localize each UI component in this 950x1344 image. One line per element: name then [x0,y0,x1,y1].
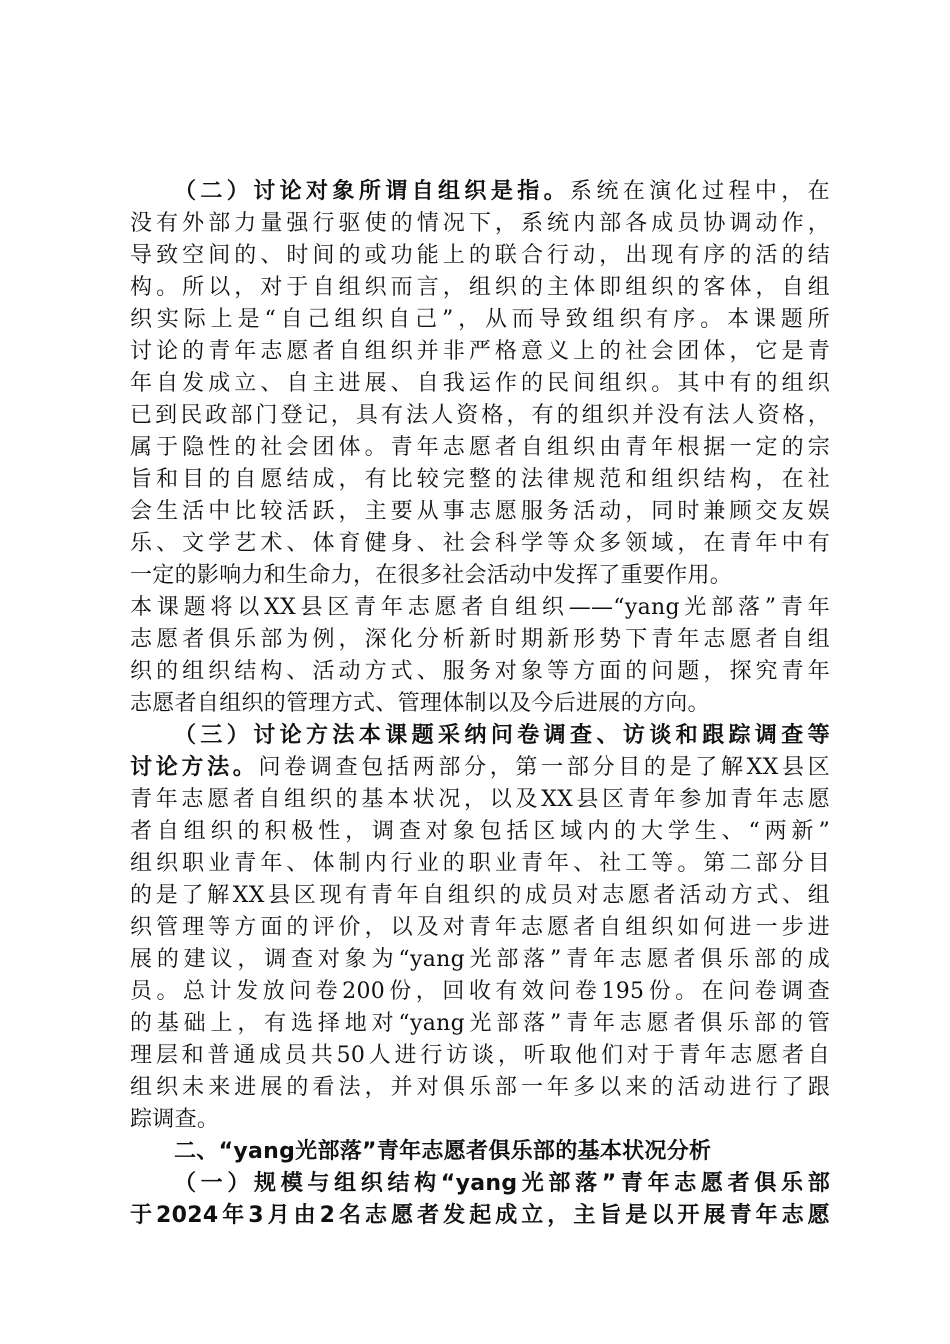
paragraph-line: 年自发成立、自主进展、自我运作的民间组织。其中有的组织 [130,371,830,396]
body-text [130,176,830,1232]
paragraph-line: 踪调查。 [130,1107,220,1132]
paragraph-text: 系统在演化过程中，在 [570,179,830,204]
paragraph-line: 已到民政部门登记，具有法人资格，有的组织并没有法人资格， [130,403,830,428]
paragraph-line: 志愿者俱乐部为例，深化分析新时期新形势下青年志愿者自组 [130,627,830,652]
paragraph-line: 理层和普通成员共50人进行访谈，听取他们对于青年志愿者自 [130,1043,830,1068]
paragraph-line: 会生活中比较活跃，主要从事志愿服务活动，同时兼顾交友娱 [130,499,830,524]
section-heading-inline: （一）规模与组织结构“yang光部落”青年志愿者俱乐部 [174,1171,830,1196]
section-heading-inline: （三）讨论方法本课题采纳问卷调查、访谈和跟踪调查等 [174,723,830,748]
section-heading: 二、“yang光部落”青年志愿者俱乐部的基本状况分析 [174,1139,712,1164]
paragraph-line: 一定的影响力和生命力，在很多社会活动中发挥了重要作用。 [130,563,733,588]
section-heading-inline: （二）讨论对象所谓自组织是指。 [174,179,571,204]
paragraph-line: 导致空间的、时间的或功能上的联合行动，出现有序的活的结 [130,243,830,268]
paragraph-line: 组织未来进展的看法，并对俱乐部一年多以来的活动进行了跟 [130,1075,830,1100]
paragraph-line: 旨和目的自愿结成，有比较完整的法律规范和组织结构，在社 [130,467,830,492]
paragraph-text: 问卷调查包括两部分，第一部分目的是了解XX县区 [258,755,830,780]
paragraph-line: 组织职业青年、体制内行业的职业青年、社工等。第二部分目 [130,851,830,876]
paragraph-line: 员。总计发放问卷200份，回收有效问卷195份。在问卷调查 [130,979,830,1004]
paragraph-line: 展的建议，调查对象为“yang光部落”青年志愿者俱乐部的成 [130,947,830,972]
section-heading-inline: 讨论方法。 [130,755,259,780]
paragraph-line: 构。所以，对于自组织而言，组织的主体即组织的客体，自组 [130,275,830,300]
paragraph-line: 乐、文学艺术、体育健身、社会科学等众多领域，在青年中有 [130,531,830,556]
paragraph-line: 讨论的青年志愿者自组织并非严格意义上的社会团体，它是青 [130,339,830,364]
paragraph-line [130,752,830,784]
paragraph-line: 的是了解XX县区现有青年自组织的成员对志愿者活动方式、组 [130,883,830,908]
paragraph-line: 于2024年3月由2名志愿者发起成立，主旨是以开展青年志愿 [130,1203,830,1228]
paragraph-line: 织实际上是“自己组织自己”，从而导致组织有序。本课题所 [130,307,830,332]
paragraph-line: 的基础上，有选择地对“yang光部落”青年志愿者俱乐部的管 [130,1011,830,1036]
paragraph-line: 没有外部力量强行驱使的情况下，系统内部各成员协调动作， [130,211,830,236]
paragraph-line: 者自组织的积极性，调查对象包括区域内的大学生、“两新” [130,819,830,844]
paragraph-line [130,176,830,208]
paragraph-line: 织的组织结构、活动方式、服务对象等方面的问题，探究青年 [130,659,830,684]
paragraph-line: 织管理等方面的评价，以及对青年志愿者自组织如何进一步进 [130,915,830,940]
paragraph-line: 志愿者自组织的管理方式、管理体制以及今后进展的方向。 [130,691,710,716]
paragraph-line: 本课题将以XX县区青年志愿者自组织——“yang光部落”青年 [130,595,830,620]
paragraph-line: 青年志愿者自组织的基本状况，以及XX县区青年参加青年志愿 [130,787,830,812]
paragraph-line: 属于隐性的社会团体。青年志愿者自组织由青年根据一定的宗 [130,435,830,460]
